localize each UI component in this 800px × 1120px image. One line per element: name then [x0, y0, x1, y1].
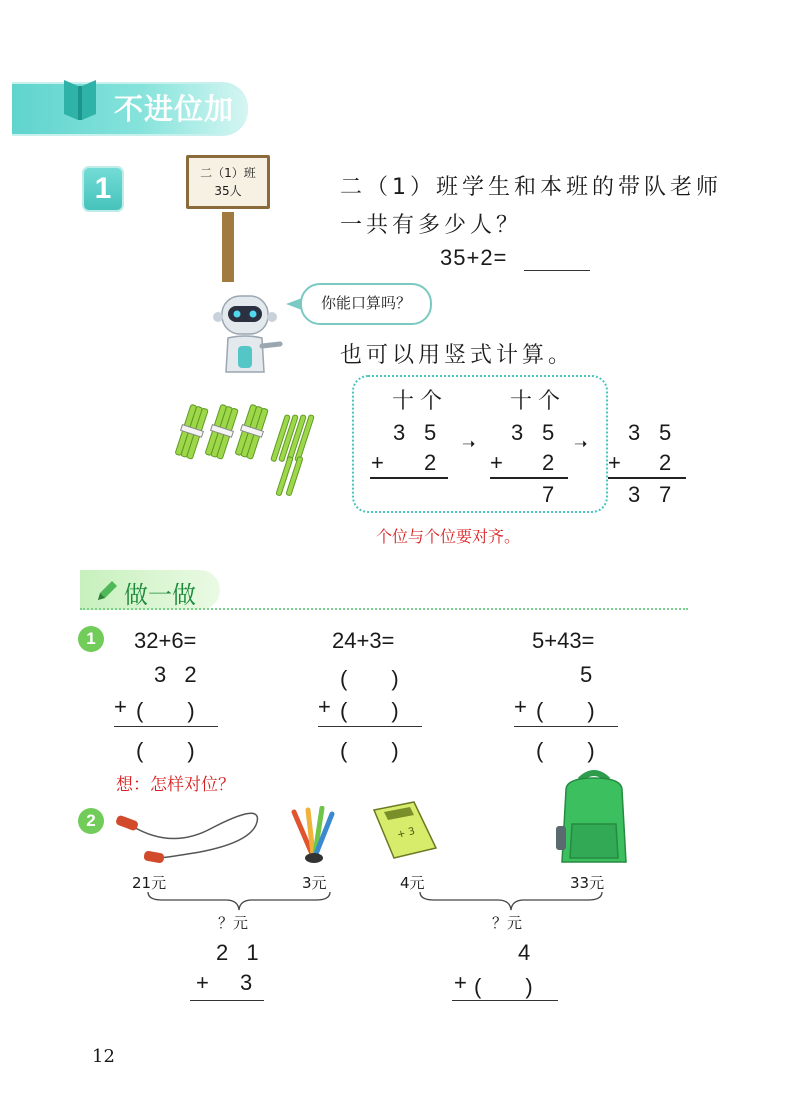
step2-line: [490, 477, 568, 479]
arrow-1: ➝: [462, 436, 476, 453]
sign-line-1: 二（1）班: [200, 166, 256, 180]
practice-title: 做一做: [124, 581, 196, 609]
step1-ones: 5: [424, 420, 437, 445]
q1-item3-eq: 5+43=: [532, 628, 595, 653]
q2-left-top: 2 1: [216, 940, 265, 965]
sign-post: [222, 212, 234, 282]
q1-item1-eq: 32+6=: [134, 628, 197, 653]
step2-ones: 5: [542, 420, 555, 445]
q1-item2-eq: 24+3=: [332, 628, 395, 653]
q2-left-plus: +: [196, 970, 209, 995]
step2-tens-header: 十: [510, 389, 533, 414]
q2-right-brace: [418, 890, 604, 912]
speech-bubble: 你能口算吗？: [300, 283, 432, 325]
step3-tens: 3: [628, 420, 641, 445]
q1-item3-mid[interactable]: ( ): [536, 698, 595, 723]
sign-line-2: 35人: [214, 184, 242, 198]
step1-tens-header: 十: [392, 389, 415, 414]
q2-right-plus: +: [454, 970, 467, 995]
q2-left-price-a: 21元: [132, 874, 167, 892]
q2-left-price-b: 3元: [302, 874, 327, 892]
step2-tens: 3: [511, 420, 524, 445]
q2-left-total: ？元: [218, 914, 249, 932]
step1-line: [370, 477, 448, 479]
q2-number: 2: [78, 808, 104, 834]
q1-item3-plus: +: [514, 694, 527, 719]
q2-left-brace: [146, 890, 332, 912]
jump-rope-icon: [112, 808, 272, 868]
step1-plus: +: [371, 450, 384, 475]
q1-item1-res[interactable]: ( ): [136, 738, 195, 763]
q2-left-addend: 3: [240, 970, 253, 995]
counting-sticks-icon: [172, 400, 332, 500]
q2-right-price-b: 33元: [570, 874, 605, 892]
pencil-icon: [94, 578, 120, 604]
shuttlecock-icon: [288, 806, 338, 866]
step1-tens: 3: [393, 420, 406, 445]
class-sign: [186, 155, 270, 209]
q1-item3-line: [514, 726, 618, 727]
step2-result-ones: 7: [542, 482, 555, 507]
q2-left-line: [190, 1000, 264, 1001]
question-line-1: 二（1）班学生和本班的带队老师: [340, 175, 722, 200]
q1-item2-mid[interactable]: ( ): [340, 698, 399, 723]
q1-item2-res[interactable]: ( ): [340, 738, 399, 763]
q1-number: 1: [78, 626, 104, 652]
step2-plus: +: [490, 450, 503, 475]
example-number: 1: [82, 166, 124, 212]
q1-item1-plus: +: [114, 694, 127, 719]
q1-item2-plus: +: [318, 694, 331, 719]
q1-item3-top: 5: [580, 662, 593, 687]
q1-item1-top: 3 2: [154, 662, 203, 687]
think-hint: 想：怎样对位？: [116, 775, 235, 795]
step3-addend: 2: [659, 450, 672, 475]
q1-item3-res[interactable]: ( ): [536, 738, 595, 763]
backpack-icon: [556, 766, 632, 868]
answer-blank: [524, 270, 590, 271]
vertical-hint: 也可以用竖式计算。: [340, 343, 575, 368]
q1-item1-line: [114, 726, 218, 727]
q2-right-top: 4: [518, 940, 531, 965]
step3-result-tens: 3: [628, 482, 641, 507]
q2-right-line: [452, 1000, 558, 1001]
step2-addend: 2: [542, 450, 555, 475]
q2-right-price-a: 4元: [400, 874, 425, 892]
svg-text:+ 3: + 3: [396, 825, 417, 841]
step3-ones: 5: [659, 420, 672, 445]
robot-icon: [210, 290, 290, 380]
step2-ones-header: 个: [538, 389, 561, 414]
arrow-2: ➝: [574, 436, 588, 453]
step3-result-ones: 7: [659, 482, 672, 507]
page-number: 12: [92, 1046, 115, 1067]
alignment-note: 个位与个位要对齐。: [376, 527, 521, 546]
q2-right-addend[interactable]: ( ): [474, 974, 533, 999]
step1-ones-header: 个: [420, 389, 443, 414]
q1-item2-line: [318, 726, 422, 727]
equation: 35+2=: [440, 245, 508, 270]
step3-line: [608, 477, 686, 479]
step1-addend: 2: [424, 450, 437, 475]
vertical-steps-box: [352, 375, 608, 513]
q2-right-total: ？元: [492, 914, 523, 932]
book-icon: [60, 74, 100, 124]
notebook-icon: [370, 800, 440, 862]
q1-item1-mid[interactable]: ( ): [136, 698, 195, 723]
section-title: 不进位加: [114, 92, 235, 126]
q1-item2-top[interactable]: ( ): [340, 666, 399, 691]
practice-divider: [80, 608, 688, 610]
step3-plus: +: [608, 450, 621, 475]
question-line-2: 一共有多少人？: [340, 213, 523, 238]
